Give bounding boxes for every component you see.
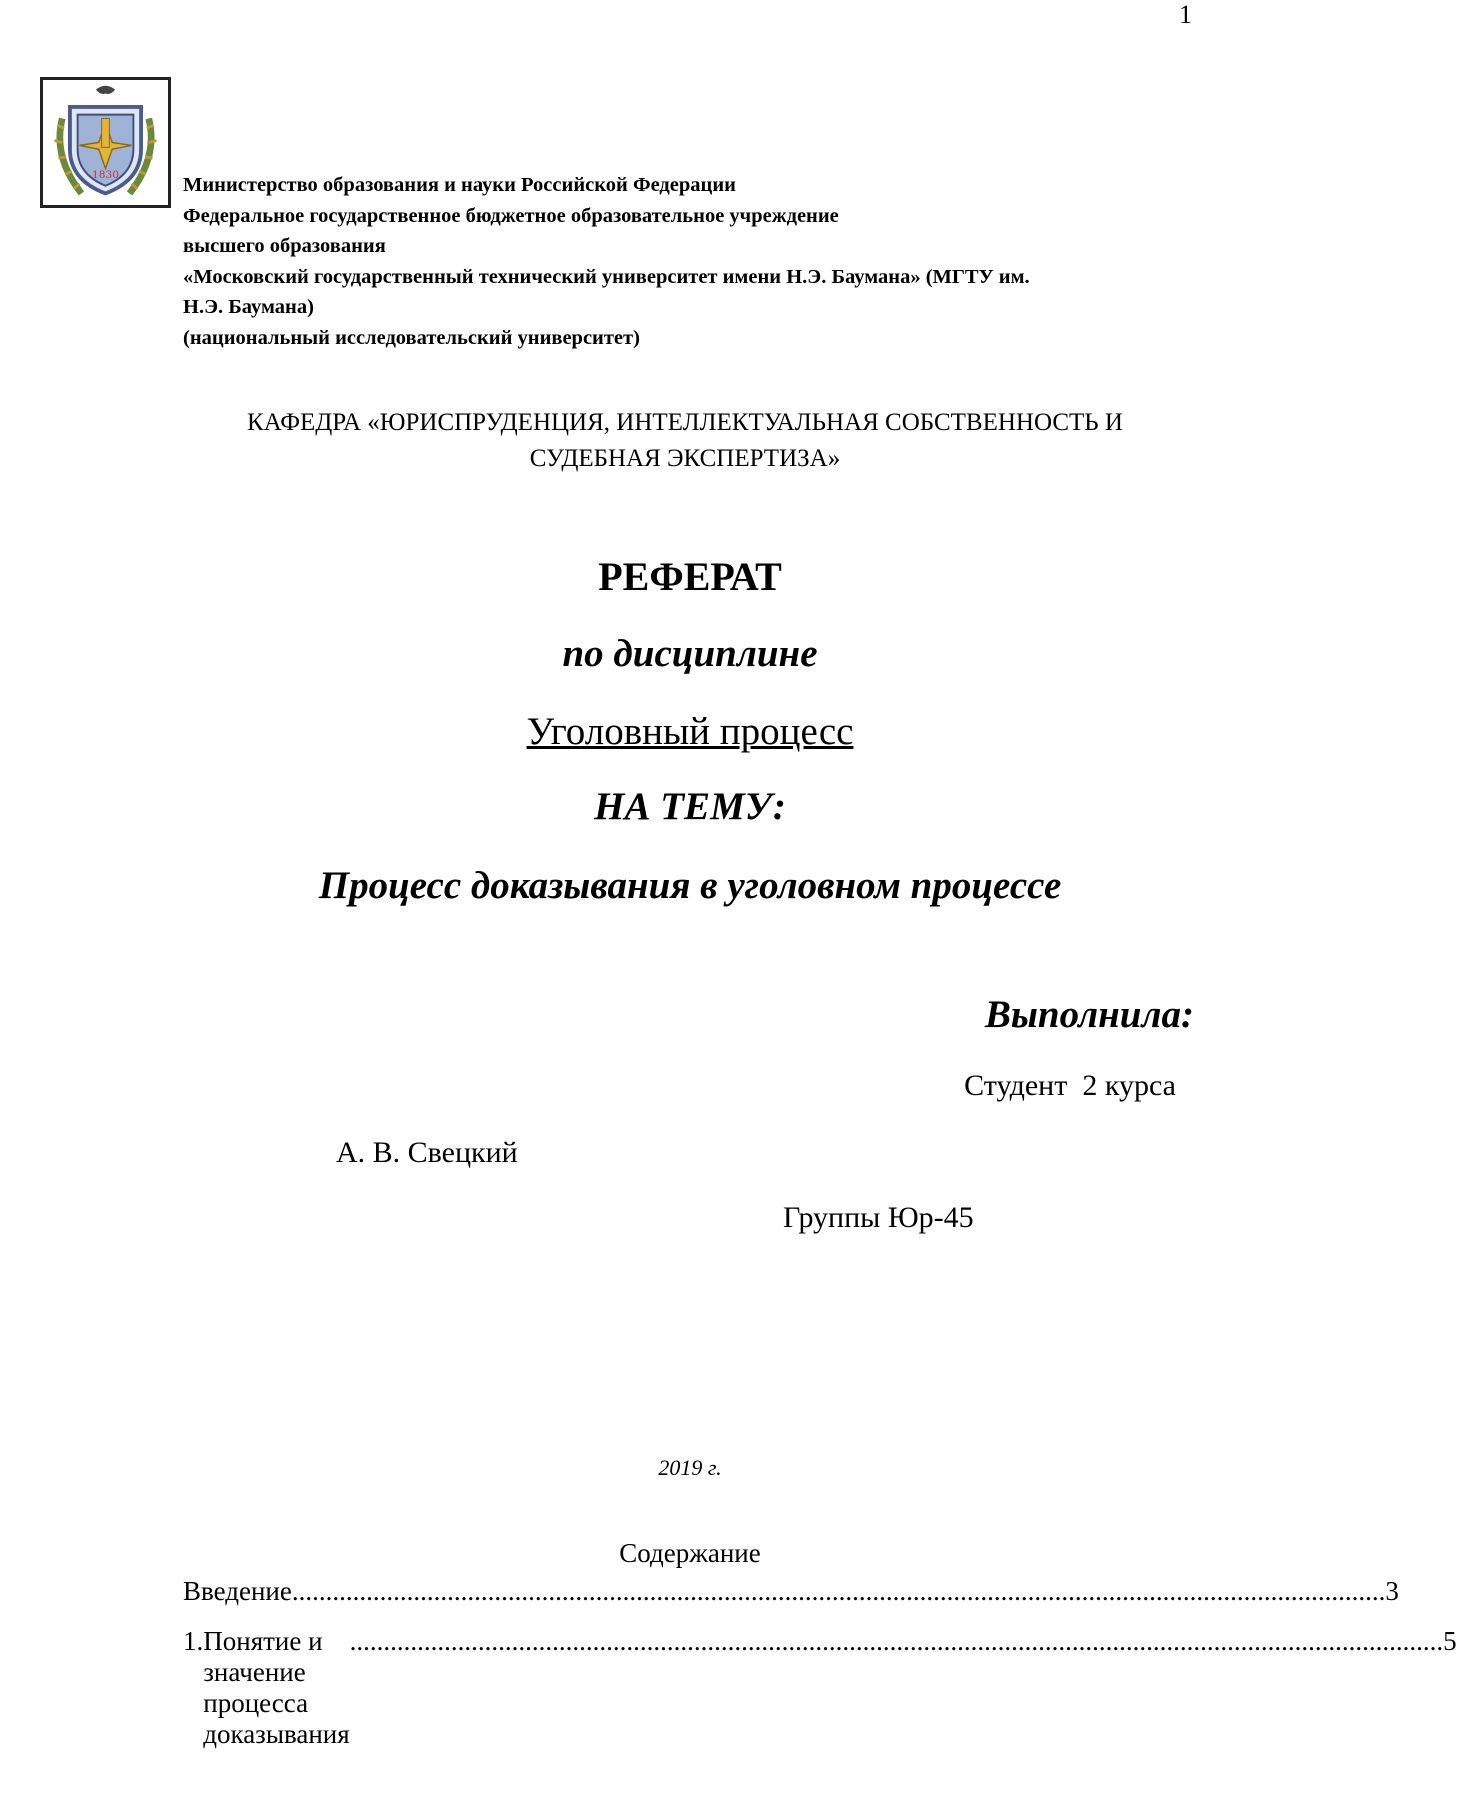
discipline-name-text: Уголовный процесс [526,710,854,753]
toc-entry-page: 5 [1443,1626,1457,1656]
header-line: Н.Э. Баумана) [183,296,314,318]
year-label: 2019 г. [658,1455,722,1480]
document-type-heading: РЕФЕРАТ [598,554,782,599]
toc-entry[interactable] [183,1576,1399,1607]
toc-entry-number: 1. [183,1626,204,1656]
department-name [150,405,1220,477]
toc-entry-label: Введение [183,1576,292,1606]
toc-leader-dots: .................................................................................................................................................................. [291,1576,1386,1606]
emblem-year: 1830 [92,169,119,182]
done-by-label: Выполнила: [984,993,1194,1036]
toc-leader-dots: .................................................................................................................................................................. [349,1626,1444,1656]
department-line: СУДЕБНАЯ ЭКСПЕРТИЗА» [529,445,841,472]
university-emblem-logo [40,77,171,208]
page-number: 1 [1179,0,1192,29]
student-course: Студент 2 курса [964,1069,1176,1102]
header-line: Министерство образования и науки Российской Федерации [183,174,736,196]
institution-header [183,170,1193,353]
header-line: «Московский государственный технический университет имени Н.Э. Баумана» (МГТУ им. [183,265,1030,288]
toc-entry-label: Понятие и значение процесса доказывания [203,1626,350,1749]
emblem-icon [43,80,168,205]
topic-title: Процесс доказывания в уголовном процессе [318,864,1062,907]
toc-title: Содержание [619,1538,761,1568]
header-line: (национальный исследовательский университет) [183,326,640,349]
department-line: КАФЕДРА «ЮРИСПРУДЕНЦИЯ, ИНТЕЛЛЕКТУАЛЬНАЯ СОБСТВЕННОСТЬ И [247,409,1123,436]
student-group: Группы Юр-45 [783,1201,974,1234]
discipline-name [0,709,1380,754]
header-line: высшего образования [183,235,386,257]
toc-entry[interactable] [183,1626,1457,1750]
topic-label: НА ТЕМУ: [594,785,786,828]
discipline-label: по дисциплине [562,632,818,675]
student-name: А. В. Свецкий [336,1136,518,1169]
toc-entry-page: 3 [1385,1576,1399,1606]
header-line: Федеральное государственное бюджетное образовательное учреждение [183,204,839,227]
